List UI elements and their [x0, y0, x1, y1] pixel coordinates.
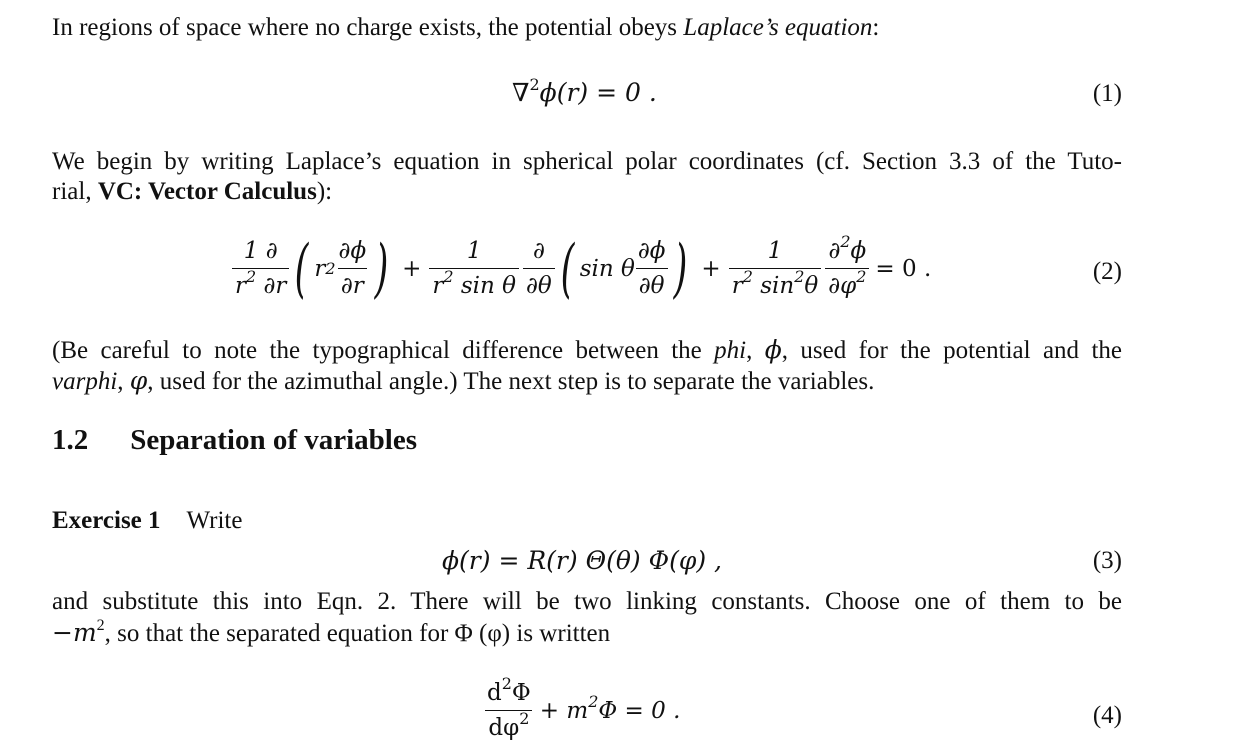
term-1-r: r — [314, 255, 326, 282]
paragraph-3-text: , used for the potential and the — [781, 337, 1122, 364]
plus-sign: + — [701, 255, 721, 282]
right-paren: ) — [674, 231, 688, 306]
exponent: 2 — [794, 267, 805, 286]
varphi-word: varphi — [52, 368, 118, 395]
phi-word: phi — [714, 337, 747, 364]
term-2-prefactor — [429, 236, 519, 301]
partial-varphi: ∂φ — [828, 273, 857, 299]
r-symbol: r — [235, 273, 246, 299]
exponent: 2 — [519, 709, 530, 728]
term-2-operator — [523, 236, 555, 301]
paragraph-4-line-2 — [52, 618, 610, 648]
comma: , — [117, 368, 130, 395]
theta-symbol: θ — [804, 273, 819, 299]
r-symbol: r — [432, 273, 444, 299]
intro-emphasis: Laplace’s equation — [683, 14, 873, 41]
equation-2: $\frac{1 \partial}{r^2 \partial r}$ ( r 2 $\frac{\partial\phi}{\partial r}$ ) + $\frac{1}{r^2 \sin \theta}$ $\frac{\partial}{\partial\theta}$ ( sin θ $\frac{\partial\phi}{\partial\theta}$ ) + $\frac{1}{r^2 \sin^2\theta}$ $\frac{\partial^2\phi}{\partial\varphi^2}$ = 0 . — [232, 236, 931, 301]
inner-denominator: ∂r — [338, 268, 367, 301]
exercise-label: Exercise 1 — [52, 507, 161, 534]
term-3-denominator — [729, 268, 822, 301]
nabla-exponent: 2 — [529, 75, 540, 94]
paragraph-3-line-1 — [52, 334, 1122, 367]
tutorial-reference: VC: Vector Calculus — [97, 178, 317, 205]
paragraph-2-line-1: We begin by writing Laplace’s equation in spherical polar coordinates (cf. Section 3.3 of the Tuto- — [52, 148, 1122, 175]
equation-4-numerator — [484, 674, 534, 710]
operator-numerator — [825, 232, 869, 268]
equation-1 — [512, 75, 657, 107]
term-3-operator — [825, 232, 869, 301]
intro-paragraph — [52, 14, 879, 42]
exponent: 2 — [246, 267, 257, 286]
exercise-1 — [52, 507, 242, 535]
term-1-denominator — [232, 268, 289, 301]
operator-numerator: ∂ — [532, 238, 545, 264]
partial-r: ∂r — [256, 273, 287, 299]
phi-symbol: ϕ — [850, 238, 867, 264]
inner-numerator: ∂ϕ — [637, 238, 666, 264]
capital-phi: Φ — [511, 680, 531, 706]
equation-3: ϕ(r) = R(r) Θ(θ) Φ(φ) , — [442, 546, 722, 575]
term-1-prefactor — [232, 236, 289, 301]
equation-4-rhs: Φ = 0 . — [598, 697, 681, 724]
intro-colon: : — [872, 14, 880, 41]
paragraph-3-text: (Be careful to note the typographical difference between the — [52, 337, 715, 364]
equation-4 — [484, 674, 681, 743]
d-symbol: d — [487, 680, 502, 706]
operator-denominator — [825, 268, 869, 301]
term-1-inner-derivative — [336, 236, 370, 301]
paragraph-3-text: , used for the azimuthal angle.) The next step is to separate the variables. — [147, 368, 875, 395]
paragraph-4-line-1: and substitute this into Eqn. 2. There will be two linking constants. Choose one of them to be — [52, 588, 1122, 615]
paragraph-4-text: , so that the separated equation for Φ (φ) is written — [104, 620, 611, 647]
equation-4-rest — [539, 691, 681, 724]
term-3-prefactor — [729, 236, 822, 301]
partial-symbol: ∂ — [828, 238, 841, 264]
inner-denominator: ∂θ — [636, 268, 668, 301]
d-varphi: dφ — [488, 715, 520, 741]
term-2-inner-derivative — [635, 236, 669, 301]
equation-4-derivative — [484, 674, 534, 743]
left-paren: ( — [560, 231, 575, 306]
exponent: 2 — [96, 617, 105, 634]
exercise-text: Write — [186, 507, 243, 534]
term-1-numerator: 1 ∂ — [243, 238, 278, 264]
paragraph-3-line-2 — [52, 366, 874, 396]
equation-4-number: (4) — [1092, 702, 1122, 729]
phi-symbol: ϕ — [764, 335, 782, 364]
plus-m: + m — [539, 697, 589, 724]
sin-symbol: sin — [752, 273, 795, 299]
exponent: 2 — [501, 674, 512, 693]
minus-m: −m — [52, 618, 97, 647]
inner-numerator: ∂ϕ — [338, 238, 367, 264]
equation-2-number: (2) — [1092, 258, 1122, 285]
section-heading — [52, 424, 417, 457]
equation-4-denominator — [485, 710, 532, 743]
section-number: 1.2 — [52, 424, 89, 456]
sin-theta: sin θ — [453, 273, 517, 299]
intro-text: In regions of space where no charge exists, the potential obeys — [52, 14, 684, 41]
equation-1-number: (1) — [1092, 80, 1122, 107]
plus-sign: + — [402, 255, 422, 282]
operator-denominator: ∂θ — [523, 268, 555, 301]
term-2-numerator: 1 — [466, 238, 482, 264]
section-title: Separation of variables — [130, 424, 418, 456]
equation-2-rhs: = 0 . — [875, 255, 932, 282]
term-2-denominator — [429, 268, 519, 301]
paragraph-2-close: ): — [316, 178, 333, 205]
exponent: 2 — [588, 691, 599, 711]
paragraph-2-text: rial, — [52, 178, 98, 205]
exponent: 2 — [443, 267, 454, 286]
equation-3-number: (3) — [1092, 547, 1122, 574]
term-2-sin-theta: sin θ — [579, 255, 635, 282]
varphi-symbol: φ — [129, 366, 148, 395]
right-paren: ) — [374, 231, 389, 306]
comma: , — [746, 337, 765, 364]
term-3-numerator: 1 — [767, 238, 783, 264]
exponent: 2 — [742, 267, 753, 286]
r-symbol: r — [731, 273, 743, 299]
exponent: 2 — [856, 267, 867, 286]
nabla-symbol: ∇ — [512, 78, 530, 107]
paragraph-2-line-2 — [52, 178, 332, 206]
equation-1-body: ϕ(r) = 0 . — [539, 78, 657, 107]
exponent: 2 — [840, 232, 851, 251]
left-paren: ( — [295, 231, 309, 306]
